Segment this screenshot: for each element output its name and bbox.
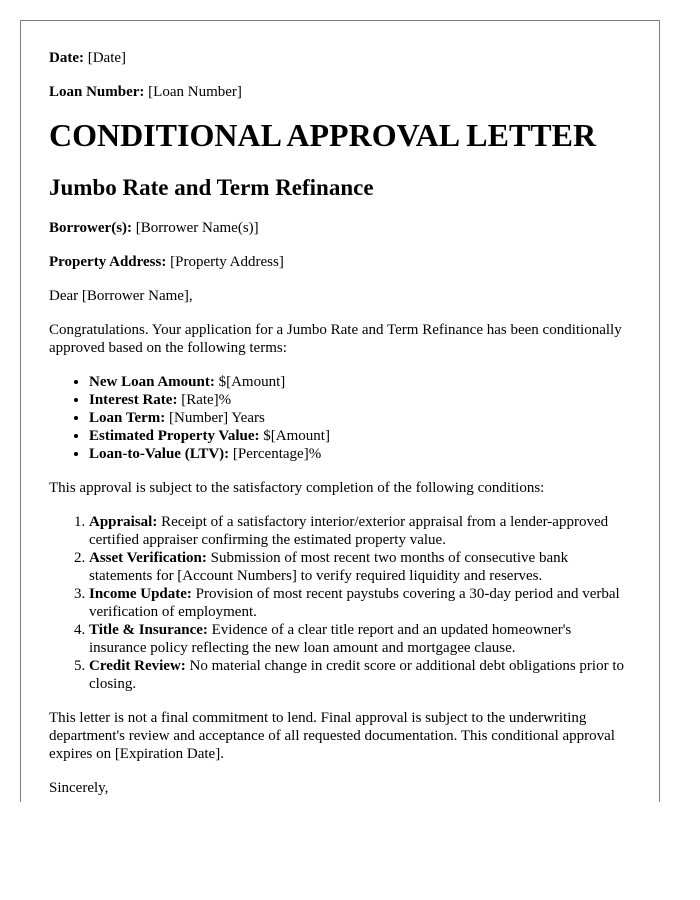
term-label: New Loan Amount: — [89, 374, 215, 390]
list-item — [89, 621, 631, 657]
date-line — [49, 49, 631, 67]
list-item — [89, 373, 631, 391]
closing-paragraph: This letter is not a final commitment to lend. Final approval is subject to the underwriting department's review and acceptance of all requested documentation. This conditional approval expires on [Expiration Date]. — [49, 710, 615, 762]
list-item — [89, 513, 631, 549]
term-value: [Number] Years — [169, 410, 265, 426]
letter-page — [20, 20, 660, 802]
term-value: [Percentage]% — [232, 446, 322, 462]
term-label: Estimated Property Value: — [89, 428, 260, 444]
condition-text: Receipt of a satisfactory interior/exterior appraisal from a lender-approved certified appraiser confirming the estimated property value. — [89, 514, 609, 548]
list-item — [89, 445, 631, 463]
borrowers-label: Borrower(s): — [49, 220, 133, 236]
list-item — [89, 657, 631, 693]
loan-number-line — [49, 83, 631, 101]
property-address-line — [49, 253, 631, 271]
letter-title: CONDITIONAL APPROVAL LETTER — [49, 117, 597, 153]
condition-label: Appraisal: — [89, 514, 158, 530]
date-value: [Date] — [87, 50, 127, 66]
term-label: Interest Rate: — [89, 392, 178, 408]
borrowers-value: [Borrower Name(s)] — [135, 220, 259, 236]
condition-text: Provision of most recent paystubs covering a 30-day period and verbal verification of employment. — [89, 586, 620, 620]
condition-label: Income Update: — [89, 586, 192, 602]
loan-number-label: Loan Number: — [49, 84, 145, 100]
list-item — [89, 409, 631, 427]
condition-text: Evidence of a clear title report and an updated homeowner's insurance policy reflecting the new loan amount and mortgagee clause. — [89, 622, 572, 656]
loan-terms-list — [49, 373, 631, 463]
term-value: $[Amount] — [263, 428, 330, 444]
conditions-list — [49, 513, 631, 693]
letter-subtitle: Jumbo Rate and Term Refinance — [49, 175, 374, 200]
signoff: Sincerely, — [49, 780, 109, 796]
condition-text: No material change in credit score or additional debt obligations prior to closing. — [89, 658, 624, 692]
conditions-intro: This approval is subject to the satisfactory completion of the following conditions: — [49, 480, 545, 496]
condition-label: Credit Review: — [89, 658, 186, 674]
property-address-value: [Property Address] — [170, 254, 284, 270]
property-address-label: Property Address: — [49, 254, 167, 270]
condition-label: Asset Verification: — [89, 550, 207, 566]
date-label: Date: — [49, 50, 84, 66]
term-label: Loan Term: — [89, 410, 166, 426]
list-item — [89, 391, 631, 409]
list-item — [89, 427, 631, 445]
list-item — [89, 549, 631, 585]
condition-label: Title & Insurance: — [89, 622, 208, 638]
condition-text: Submission of most recent two months of consecutive bank statements for [Account Numbers] to verify required liquidity and reserves. — [89, 550, 569, 584]
intro-paragraph: Congratulations. Your application for a Jumbo Rate and Term Refinance has been conditionally approved based on the following terms: — [49, 322, 622, 356]
borrowers-line — [49, 219, 631, 237]
term-value: $[Amount] — [218, 374, 286, 390]
list-item — [89, 585, 631, 621]
loan-number-value: [Loan Number] — [148, 84, 242, 100]
term-label: Loan-to-Value (LTV): — [89, 446, 230, 462]
letter-content — [21, 21, 659, 797]
salutation: Dear [Borrower Name], — [49, 288, 193, 304]
term-value: [Rate]% — [181, 392, 232, 408]
